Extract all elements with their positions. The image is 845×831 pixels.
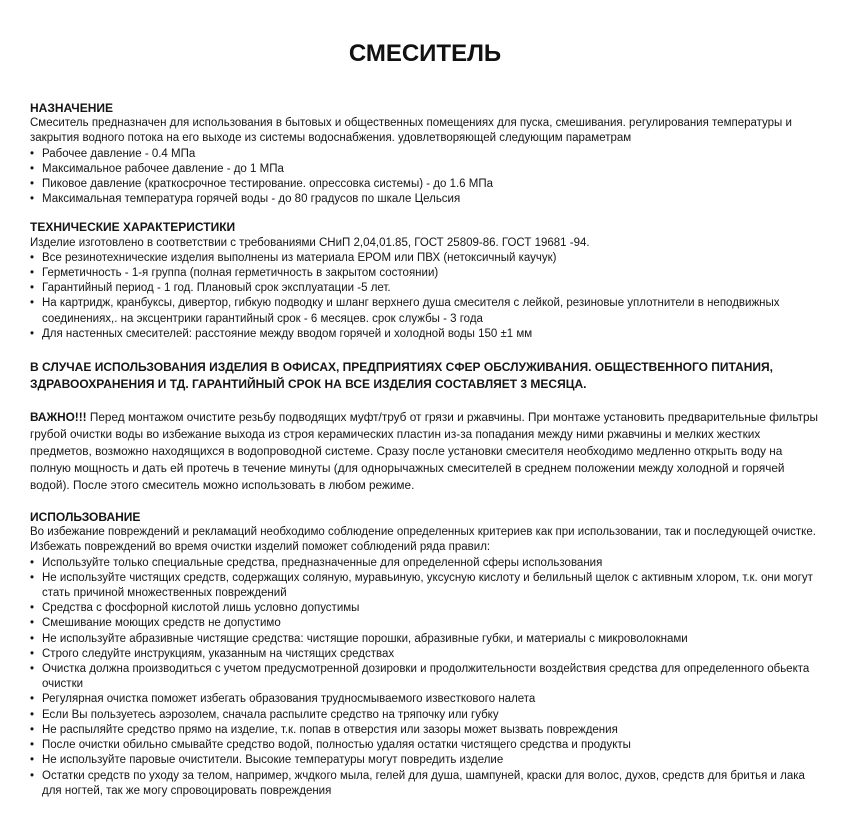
list-item: • Для настенных смесителей: расстояние между вводом горячей и холодной воды 150 ±1 мм (30, 327, 820, 342)
list-item: • Герметичность - 1-я группа (полная герметичность в закрытом состоянии) (30, 266, 820, 281)
list-item: • Не используйте абразивные чистящие средства: чистящие порошки, абразивные губки, и материалы с микроволокнами (30, 632, 820, 647)
tech-section (30, 220, 820, 342)
office-warranty-notice: В СЛУЧАЕ ИСПОЛЬЗОВАНИЯ ИЗДЕЛИЯ В ОФИСАХ, ПРЕДПРИЯТИЯХ СФЕР ОБСЛУЖИВАНИЯ. ОБЩЕСТВЕННОГО ПИТАНИЯ, ЗДРАВООХРАНЕНИЯ И ТД. ГАРАНТИЙНЫЙ СРОК НА ВСЕ ИЗДЕЛИЯ СОСТАВЛЯЕТ 3 МЕСЯЦА. (30, 360, 774, 392)
purpose-parameter-list (30, 147, 820, 208)
usage-intro: Во избежание повреждений и рекламаций необходимо соблюдение определенных критериев как при использовании, так и последующей очистке. Избежать повреждений во время очистки изделий поможет соблюдений ряда правил: (30, 526, 816, 554)
list-item: • Используйте только специальные средства, предназначенные для определенной сферы использования (30, 556, 820, 571)
warning-paragraph (30, 409, 820, 494)
list-item: • Не используйте чистящих средств, содержащих соляную, муравьиную, уксусную кислоту и белильный щелок с активным хлором, т.к. они могут стать причиной множественных повреждений (30, 571, 820, 601)
warning-text: Перед монтажом очистите резьбу подводящих муфт/труб от грязи и ржавчины. При монтаже установить предварительные фильтры грубой очистки воды во избежание выхода из строя керамических пластин из-за попадания между ними ржавчины и мелких жестких предметов, возможно находящихся в водопроводной системе. Сразу после установки смесителя необходимо медленно открыть воду на полную мощность и дать ей протечь в течение минуты (для однорычажных смесителей в среднем положении между холодной и горячей водой). После этого смеситель можно использовать в любом режиме. (30, 410, 819, 493)
usage-heading: ИСПОЛЬЗОВАНИЕ (30, 510, 141, 525)
list-item: • Максимальная температура горячей воды - до 80 градусов по шкале Цельсия (30, 192, 820, 207)
list-item: • Смешивание моющих средств не допустимо (30, 616, 820, 631)
list-item: • Очистка должна производиться с учетом предусмотренной дозировки и продолжительности воздействия средства для определенного обьекта очистки (30, 662, 820, 692)
list-item: • Не используйте паровые очистители. Высокие температуры могут повредить изделие (30, 753, 820, 768)
tech-spec-list (30, 251, 820, 342)
purpose-heading: НАЗНАЧЕНИЕ (30, 101, 113, 115)
office-use-section (30, 359, 820, 393)
warning-lead: ВАЖНО!!! (30, 410, 87, 425)
usage-section (30, 510, 820, 799)
list-item: • Максимальное рабочее давление - до 1 МПа (30, 162, 820, 177)
list-item: • Если Вы пользуетесь аэрозолем, сначала распылите средство на тряпочку или губку (30, 708, 820, 723)
list-item: • Средства с фосфорной кислотой лишь условно допустимы (30, 601, 820, 616)
tech-intro: Изделие изготовлено в соответствии с требованиями СНиП 2,04,01.85, ГОСТ 25809-86. ГОСТ 19681 -94. (30, 236, 590, 249)
list-item: • Остатки средств по уходу за телом, например, жчдкого мыла, гелей для душа, шампуней, краски для волос, духов, средств для бритья и лака для ногтей, так же могу спровоцировать повреждения (30, 769, 820, 799)
list-item: • Рабочее давление - 0.4 МПа (30, 147, 820, 162)
list-item: • Строго следуйте инструкциям, указанным на чистящих средствах (30, 647, 820, 662)
purpose-section (30, 101, 820, 207)
list-item: • Пиковое давление (краткосрочное тестирование. опрессовка системы) - до 1.6 МПа (30, 177, 820, 192)
usage-rules-list (30, 556, 820, 799)
tech-heading: ТЕХНИЧЕСКИЕ ХАРАКТЕРИСТИКИ (30, 220, 236, 235)
list-item: • Все резинотехнические изделия выполнены из материала ЕРОМ или ПВХ (нетоксичный каучук) (30, 251, 820, 266)
list-item: • Регулярная очистка поможет избегать образования трудносмываемого известкового налета (30, 692, 820, 707)
list-item: • На картридж, кранбуксы, дивертор, гибкую подводку и шланг верхнего душа смесителя с лейкой, резиновые уплотнители в неподвижных соединениях,. на эксцентрики гарантийный срок - 6 месяцев. срок службы - 3 года (30, 296, 820, 326)
list-item: • После очистки обильно смывайте средство водой, полностью удаляя остатки чистящего средства и продукты (30, 738, 820, 753)
instruction-document (30, 0, 820, 831)
purpose-intro: Смеситель предназначен для использования в бытовых и общественных помещениях для пуска, смешивания. регулирования температуры и закрытия водного потока на его выходе из системы водоснабжения. удовлетворяющей следующим параметрам (30, 117, 792, 145)
list-item: • Гарантийный период - 1 год. Плановый срок эксплуатации -5 лет. (30, 281, 820, 296)
list-item: • Не распыляйте средство прямо на изделие, т.к. попав в отверстия или зазоры может вызвать повреждения (30, 723, 820, 738)
document-title: СМЕСИТЕЛЬ (348, 40, 502, 67)
warning-section (30, 409, 820, 494)
